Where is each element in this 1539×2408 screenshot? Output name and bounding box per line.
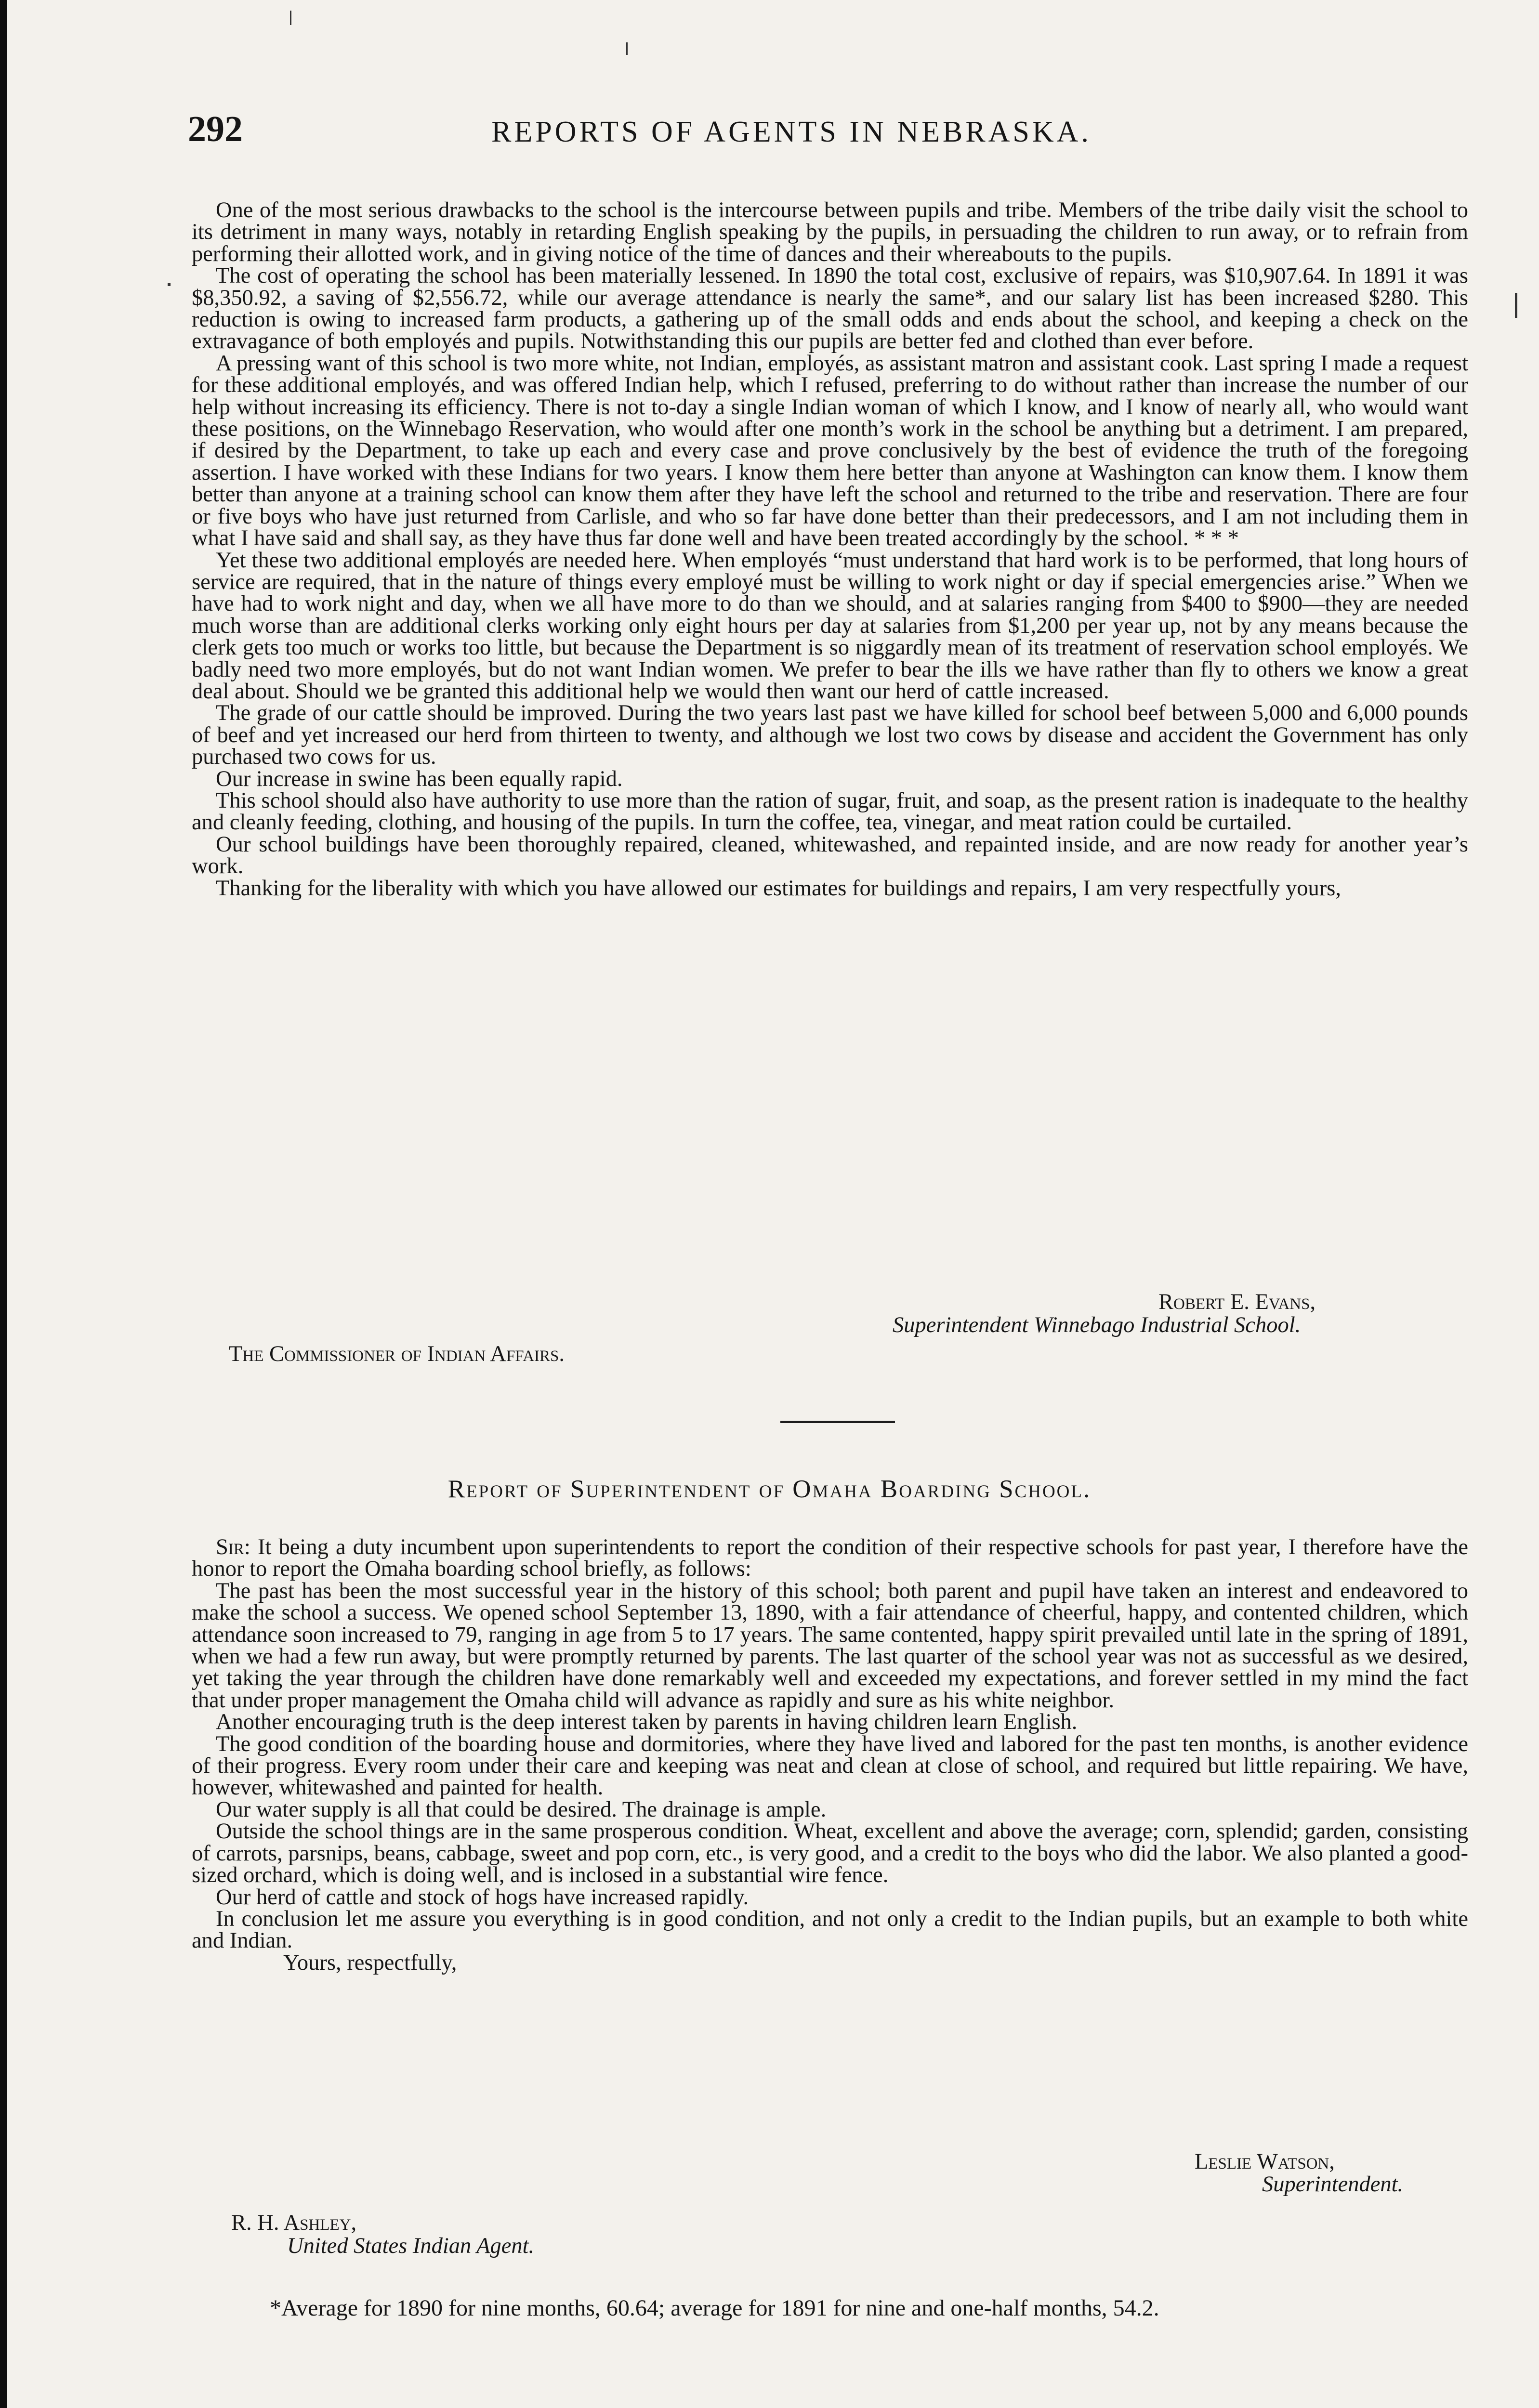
running-head: REPORTS OF AGENTS IN NEBRASKA. [491,116,1092,148]
signer-title: Superintendent Winnebago Industrial School. [893,1313,1301,1337]
paragraph: The grade of our cattle should be improved. During the two years last past we have killed for school beef between 5,000 and 6,000 pounds of beef and yet increased our herd from thirteen to twenty, and although we lost two cows by disease and accident the Government has only purchased two cows for us. [192,701,1468,770]
scan-edge-left [0,0,7,2408]
paragraph: The good condition of the boarding house and dormitories, where they have lived and labored for the past ten months, is another evidence of their progress. Every room under their care and keeping was neat and clean at close of school, and required but little repairing. We have, however, whitewashed and painted for health. [192,1731,1468,1800]
paragraph: Sir: It being a duty incumbent upon superintendents to report the condition of their respective schools for past year, I therefore have the honor to report the Omaha boarding school briefly, as follows: [192,1535,1468,1582]
closing: Yours, respectfully, [283,1950,457,1975]
section-divider [780,1421,895,1423]
paragraph: Another encouraging truth is the deep interest taken by parents in having children learn English. [216,1710,1078,1735]
paragraph: In conclusion let me assure you everything is in good condition, and not only a credit to the Indian pupils, but an example to both white and Indian. [192,1906,1468,1953]
paragraph: The past has been the most successful year in the history of this school; both parent and pupil have taken an interest and endeavored to make the school a success. We opened school September 13, 1890, with a fair attendance of cheerful, happy, and contented children, which attendance soon increased to 79, ranging in age from 5 to 17 years. The same contented, happy spirit prevailed until late in the spring of 1891, when we had a few run away, but were promptly returned by parents. The last quarter of the school year was not as successful as we desired, yet taking the year through the children have done remarkably well and exceeded my expectations, and forever settled in my mind the fact that under proper management the Omaha child will advance as rapidly and sure as his white neighbor. [192,1578,1468,1713]
paragraph: This school should also have authority to use more than the ration of sugar, fruit, and soap, as the present ration is inadequate to the healthy and cleanly feeding, clothing, and housing of the pupils. In turn the coffee, tea, vinegar, and meat ration could be curtailed. [192,788,1468,835]
page-header [188,108,1460,161]
signer-title: Superintendent. [1262,2172,1404,2197]
signer-name: Leslie Watson, [1195,2149,1335,2174]
paragraph: Our water supply is all that could be desired. The drainage is ample. [216,1797,827,1822]
paragraph: A pressing want of this school is two more white, not Indian, employés, as assistant matron and assistant cook. Last spring I made a request for these additional employés, and was offered Indian help, which I refused, preferring to do without rather than increase the number of our help without increasing its efficiency. There is not to-day a single Indian woman of which I know, and I know of nearly all, who would want these positions, on the Winnebago Reservation, who would after one month’s work in the school be anything but a detriment. I am prepared, if desired by the Department, to take up each and every case and prove conclusively by the best of evidence the truth of the foregoing assertion. I have worked with these Indians for two years. I know them here better than anyone at Washington can know them. I know them better than anyone at a training school can know them after they have left the school and returned to the tribe and reservation. There are four or five boys who have just returned from Carlisle, and who so far have done better than their predecessors, and I am not including them in what I have said and shall say, as they have thus far done well and have been treated accordingly by the school. * * * [192,351,1468,551]
scan-speck [168,283,171,286]
signer-name: Robert E. Evans, [1158,1290,1316,1314]
scan-speck [626,42,628,55]
paragraph: Yet these two additional employés are needed here. When employés “must understand that hard work is to be performed, that long hours of service are required, that in the nature of things every employé must be willing to work night or day if special emergencies arise.” When we have had to work night and day, when we all have more to do than we should, and at salaries ranging from $400 to $900—they are needed much worse than are additional clerks working only eight hours per day at salaries from $1,200 per year up, not by any means because the clerk gets too much or works too little, but because the Department is so niggardly mean of its treatment of reservation school employés. We badly need two more employés, but do not want Indian women. We prefer to bear the ills we have rather than fly to others we know a great deal about. Should we be granted this additional help we would then want our herd of cattle increased. [192,548,1468,704]
report-title: Report of Superintendent of Omaha Boarding School. [447,1475,1092,1503]
paragraph: The cost of operating the school has been materially lessened. In 1890 the total cost, exclusive of repairs, was $10,907.64. In 1891 it was $8,350.92, a saving of $2,556.72, while our average attendance is nearly the same*, and our salary list has been increased $280. This reduction is owing to increased farm products, a gathering up of the small odds and ends about the school, and keeping a check on the extravagance of both employés and pupils. Notwithstanding this our pupils are better fed and clothed than ever before. [192,263,1468,354]
paragraph: Our school buildings have been thoroughly repaired, cleaned, whitewashed, and repainted inside, and are now ready for another year’s work. [192,832,1468,879]
paragraph: One of the most serious drawbacks to the school is the intercourse between pupils and tribe. Members of the tribe daily visit the school to its detriment in many ways, notably in retarding English speaking by the pupils, in persuading the children to run away, or to refrain from performing their allotted work, and in giving notice of the time of dances and their whereabouts to the pupils. [192,198,1468,266]
scan-speck [1515,293,1517,318]
addressee: The Commissioner of Indian Affairs. [229,1342,565,1366]
salutation: Sir: [216,1535,250,1559]
report-evans-body [192,199,1468,899]
paragraph: Thanking for the liberality with which you have allowed our estimates for buildings and repairs, I am very respectfully yours, [216,876,1341,901]
footnote: *Average for 1890 for nine months, 60.64; average for 1891 for nine and one-half months, 54.2. [270,2295,1159,2321]
paragraph: Our increase in swine has been equally rapid. [216,766,623,791]
scan-speck [290,11,291,25]
paragraph: Our herd of cattle and stock of hogs have increased rapidly. [216,1885,749,1910]
addressee-name: R. H. Ashley, [231,2211,357,2235]
paragraph: Outside the school things are in the same prosperous condition. Wheat, excellent and above the average; corn, splendid; garden, consisting of carrots, parsnips, beans, cabbage, sweet and pop corn, etc., is very good, and a credit to the boys who did the labor. We also planted a good-sized orchard, which is doing well, and is inclosed in a substantial wire fence. [192,1819,1468,1888]
addressee-title: United States Indian Agent. [287,2234,535,2258]
page-number: 292 [188,109,243,149]
report-watson-body [192,1536,1468,1974]
